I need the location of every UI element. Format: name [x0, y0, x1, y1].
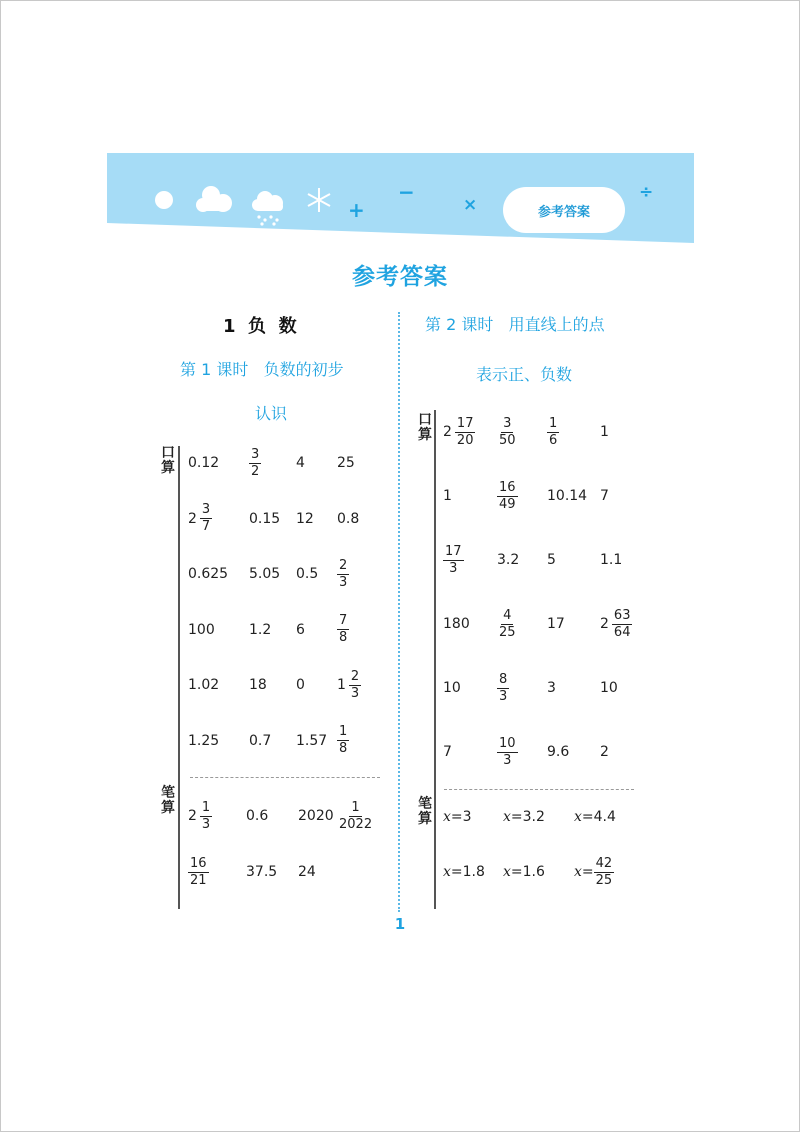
fraction	[443, 544, 464, 577]
fraction-numerator: 1	[339, 724, 348, 739]
fraction	[200, 502, 212, 535]
answer-value: 24	[298, 864, 316, 880]
variable-x: x	[443, 809, 451, 825]
answer-cell	[296, 663, 305, 707]
answer-cell	[249, 441, 261, 485]
right-dashed-separator	[444, 789, 634, 790]
answer-value: 1.1	[600, 552, 623, 568]
answer-value: 10	[600, 680, 618, 696]
answer-cell	[600, 538, 622, 582]
answer-cell	[497, 730, 518, 774]
equation-value: =4.4	[581, 809, 616, 825]
column-divider	[398, 312, 400, 912]
answer-cell	[188, 663, 219, 707]
lesson-2-subheading: 表示正、负数	[476, 365, 573, 384]
answer-value: 25	[337, 455, 355, 471]
equation-value: =3	[450, 809, 472, 825]
answer-cell	[547, 602, 565, 646]
fraction-numerator: 1	[549, 415, 558, 431]
variable-x: x	[503, 864, 511, 880]
answer-cell	[246, 850, 277, 894]
fraction-denominator: 21	[190, 872, 207, 888]
fraction-numerator: 2	[339, 557, 348, 573]
fraction-denominator: 3	[201, 816, 211, 832]
answer-value: 1.25	[188, 732, 220, 749]
answer-cell	[249, 497, 280, 541]
answer-value: 0.15	[249, 510, 281, 527]
fraction-denominator: 3	[499, 688, 508, 704]
answer-cell	[188, 794, 212, 838]
answer-cell	[249, 719, 271, 763]
answer-cell	[497, 538, 519, 582]
fraction-denominator: 2	[251, 463, 260, 479]
answer-cell	[443, 730, 452, 774]
left-bracket-line	[178, 446, 180, 909]
fraction-numerator: 17	[456, 415, 474, 431]
answer-value: 1.57	[296, 732, 328, 749]
fraction-denominator: 8	[339, 630, 348, 645]
fraction-numerator: 16	[499, 479, 516, 495]
fraction-denominator: 2022	[339, 816, 373, 832]
right-bracket-line	[434, 410, 436, 909]
answer-value: 0.5	[296, 566, 319, 582]
answer-cell	[298, 850, 316, 894]
answer-cell	[547, 538, 556, 582]
fraction-numerator: 8	[499, 671, 508, 687]
answer-value: 0	[296, 677, 305, 693]
fraction	[188, 856, 209, 889]
answer-cell	[188, 441, 219, 485]
answer-cell	[337, 663, 361, 707]
variable-x: x	[574, 864, 582, 880]
answer-pill: 参考答案	[503, 187, 625, 233]
answer-value: 1	[443, 488, 452, 504]
fraction-denominator: 25	[595, 872, 613, 888]
answer-cell	[337, 552, 349, 596]
answer-cell	[337, 497, 359, 541]
answer-cell	[600, 410, 609, 454]
answer-value: 100	[188, 621, 215, 638]
fraction-denominator: 3	[449, 560, 458, 576]
unit-heading: 1 负 数	[223, 316, 297, 337]
fraction	[337, 724, 349, 757]
fraction	[200, 800, 212, 833]
times-icon: ×	[463, 195, 478, 215]
variable-x: x	[503, 809, 511, 825]
mixed-whole: 2	[443, 424, 452, 440]
oral-label-left: 口算	[161, 445, 175, 476]
answer-value: 1.02	[188, 677, 220, 693]
fraction-numerator: 1	[201, 799, 211, 815]
fraction	[349, 669, 361, 702]
fraction	[337, 558, 349, 591]
answer-cell	[298, 794, 334, 838]
fraction-denominator: 64	[613, 624, 631, 640]
fraction-numerator: 42	[595, 855, 613, 871]
fraction	[497, 608, 518, 641]
answer-value: 6	[296, 621, 305, 638]
fraction	[497, 736, 518, 769]
answer-cell	[246, 794, 268, 838]
mixed-whole: 2	[188, 808, 197, 824]
equation-value: =	[581, 864, 594, 880]
fraction	[455, 416, 476, 449]
fraction-numerator: 1	[351, 799, 360, 815]
answer-value: 37.5	[246, 864, 278, 880]
answer-value: 180	[443, 616, 470, 632]
fraction-denominator: 7	[201, 519, 211, 534]
answer-cell	[296, 608, 305, 652]
answer-cell	[443, 666, 461, 710]
answer-cell	[188, 552, 228, 596]
fraction-numerator: 4	[503, 607, 512, 623]
answer-cell	[497, 474, 518, 518]
answer-cell	[337, 441, 355, 485]
fraction	[497, 480, 518, 513]
fraction-denominator: 25	[499, 624, 516, 640]
answer-value: 5.05	[249, 566, 281, 582]
answer-value: 7	[600, 488, 609, 504]
answer-cell	[443, 474, 452, 518]
fraction	[612, 608, 633, 641]
fraction-denominator: 8	[339, 741, 348, 756]
answer-cell	[443, 410, 475, 454]
answer-value: 10	[443, 680, 461, 696]
written-label-left: 笔算	[161, 785, 175, 816]
lesson-2-heading: 第 2 课时 用直线上的点	[425, 315, 605, 334]
page-number: 1	[394, 915, 406, 933]
fraction-numerator: 3	[201, 502, 211, 517]
answer-cell	[249, 608, 271, 652]
answer-value: 3	[547, 680, 556, 696]
fraction-numerator: 16	[190, 855, 207, 871]
answer-cell	[188, 608, 215, 652]
answer-cell	[497, 410, 518, 454]
answer-value: 1.2	[249, 621, 272, 638]
answer-cell	[443, 538, 464, 582]
answer-value: 1	[600, 424, 609, 440]
fraction-denominator: 3	[350, 685, 360, 701]
answer-cell	[443, 850, 485, 894]
answer-cell	[503, 795, 545, 839]
answer-value: 9.6	[547, 744, 570, 760]
answer-cell	[503, 850, 545, 894]
answer-value: 4	[296, 455, 305, 471]
minus-icon: −	[398, 180, 415, 204]
divide-icon: ÷	[639, 182, 654, 202]
answer-cell	[497, 666, 509, 710]
answer-cell	[574, 795, 616, 839]
plus-icon: +	[348, 198, 365, 222]
fraction-denominator: 3	[503, 752, 512, 768]
answer-value: 3.2	[497, 552, 520, 568]
answer-cell	[296, 497, 314, 541]
answer-cell	[188, 497, 212, 541]
fraction	[497, 416, 518, 449]
answer-value: 7	[443, 744, 452, 760]
answer-value: 12	[296, 510, 314, 527]
fraction-denominator: 50	[499, 432, 516, 448]
variable-x: x	[443, 864, 451, 880]
oral-label-right: 口算	[418, 412, 432, 443]
fraction-numerator: 63	[613, 607, 631, 623]
answer-value: 0.6	[246, 808, 269, 824]
answer-cell	[188, 850, 209, 894]
answer-value: 0.7	[249, 732, 272, 749]
answer-cell	[188, 719, 219, 763]
page-title: 参考答案	[352, 264, 448, 290]
answer-cell	[296, 552, 318, 596]
fraction	[497, 672, 509, 705]
fraction	[249, 447, 261, 480]
answer-cell	[497, 602, 518, 646]
answer-cell	[600, 666, 618, 710]
fraction	[594, 856, 615, 889]
answer-cell	[249, 663, 267, 707]
fraction-numerator: 2	[350, 668, 360, 684]
fraction-numerator: 17	[445, 543, 462, 559]
left-dashed-separator	[190, 777, 380, 778]
lesson-1-heading: 第 1 课时 负数的初步	[180, 360, 344, 379]
equation-value: =3.2	[510, 809, 545, 825]
answer-cell	[249, 552, 280, 596]
answer-value: 10.14	[547, 488, 588, 504]
answer-cell	[296, 719, 327, 763]
answer-cell	[600, 730, 609, 774]
mixed-whole: 2	[600, 616, 609, 632]
fraction	[547, 416, 559, 449]
answer-cell	[337, 608, 349, 652]
answer-value: 0.625	[188, 566, 229, 582]
answer-value: 5	[547, 552, 556, 568]
answer-cell	[547, 666, 556, 710]
answer-value: 18	[249, 677, 267, 693]
written-label-right: 笔算	[418, 796, 432, 827]
answer-cell	[337, 794, 374, 838]
answer-cell	[574, 850, 614, 894]
equation-value: =1.8	[450, 864, 485, 880]
equation-value: =1.6	[510, 864, 545, 880]
fraction-numerator: 7	[339, 613, 348, 628]
answer-value: 2	[600, 744, 609, 760]
answer-cell	[337, 719, 349, 763]
fraction	[337, 613, 349, 646]
fraction-denominator: 6	[549, 432, 558, 448]
answer-value: 2020	[298, 808, 334, 824]
variable-x: x	[574, 809, 582, 825]
answer-cell	[443, 602, 470, 646]
lesson-1-subheading: 认识	[255, 404, 288, 423]
answer-cell	[600, 474, 609, 518]
answer-value: 0.12	[188, 455, 220, 471]
answer-cell	[443, 795, 472, 839]
fraction	[337, 800, 374, 833]
answer-value: 17	[547, 616, 565, 632]
fraction-numerator: 3	[503, 415, 512, 431]
fraction-denominator: 49	[499, 496, 516, 512]
mixed-whole: 1	[337, 677, 346, 693]
answer-cell	[547, 730, 569, 774]
answer-cell	[547, 410, 559, 454]
fraction-numerator: 10	[499, 735, 516, 751]
mixed-whole: 2	[188, 510, 197, 527]
answer-cell	[547, 474, 587, 518]
answer-value: 0.8	[337, 510, 360, 527]
fraction-denominator: 3	[339, 574, 348, 590]
fraction-numerator: 3	[251, 446, 260, 462]
fraction-denominator: 20	[456, 432, 474, 448]
answer-cell	[296, 441, 305, 485]
answer-cell	[600, 602, 632, 646]
